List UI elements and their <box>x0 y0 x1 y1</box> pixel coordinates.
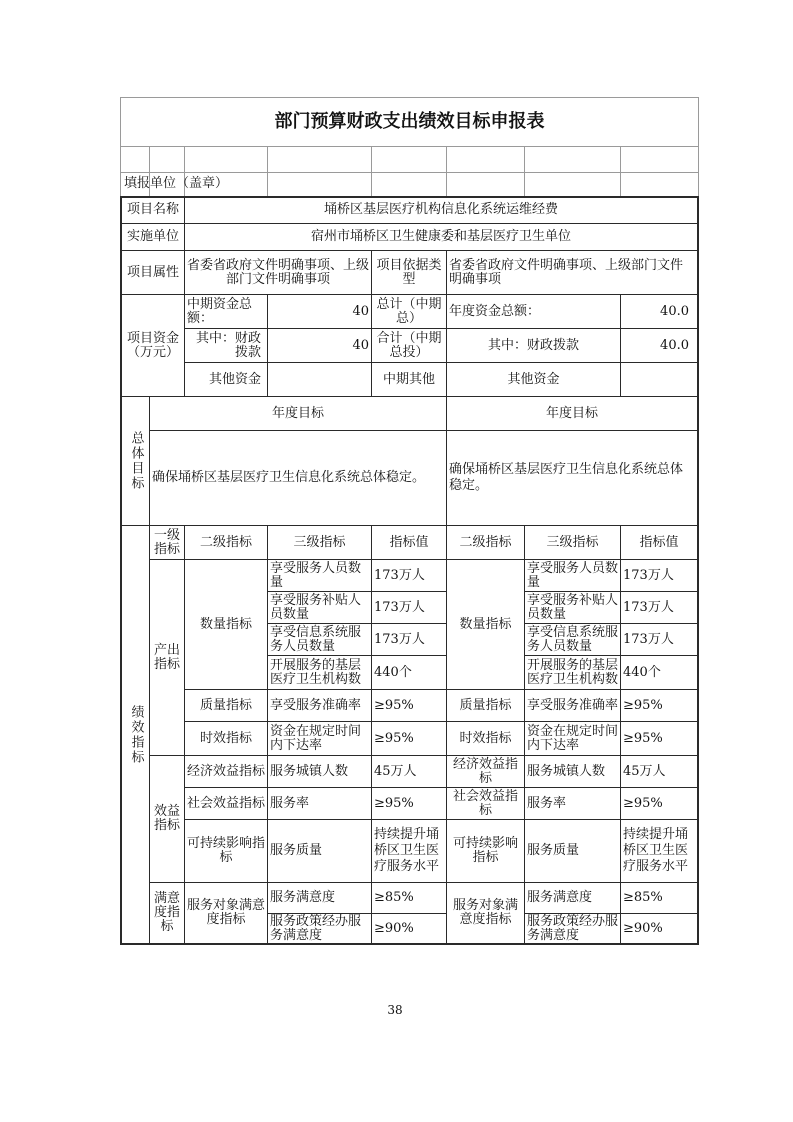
goal-left-text: 确保埇桥区基层医疗卫生信息化系统总体稳定。 <box>152 470 426 485</box>
project-name-label: 项目名称 <box>126 202 179 217</box>
economic-name-right: 服务城镇人数 <box>527 763 606 779</box>
sustain-label: 可持续影响指标 <box>187 836 266 865</box>
project-basis-label: 项目依据类型 <box>376 257 442 287</box>
quality-value: ≥95% <box>374 697 414 713</box>
quantity-row-name: 享受服务人员数量 <box>270 560 362 590</box>
social-name: 服务率 <box>270 795 310 811</box>
satisfaction-row-name-right: 服务政策经办服务满意度 <box>527 914 619 943</box>
mid-other-label: 中期其他 <box>382 371 435 387</box>
economic-name: 服务城镇人数 <box>270 763 349 779</box>
reporting-unit: 填报单位（盖章） <box>124 176 229 191</box>
header-level3: 三级指标 <box>293 534 346 550</box>
satisfaction-row-value: ≥90% <box>374 920 414 936</box>
sustain-name: 服务质量 <box>270 843 323 858</box>
quantity-row-name-right: 享受信息系统服务人员数量 <box>527 624 619 654</box>
quality-name-right: 享受服务准确率 <box>527 697 619 713</box>
timeliness-label: 时效指标 <box>199 730 252 746</box>
satisfaction-row-value-right: ≥85% <box>623 890 663 905</box>
quantity-row-name: 享受服务补贴人员数量 <box>270 592 362 622</box>
social-name-right: 服务率 <box>527 795 567 811</box>
goal-left-header: 年度目标 <box>271 405 324 421</box>
fiscal-value: 40 <box>352 337 369 353</box>
satisfaction-row-value: ≥85% <box>374 890 414 905</box>
timeliness-name: 资金在规定时间内下达率 <box>270 723 362 753</box>
project-name-value: 埇桥区基层医疗机构信息化系统运维经费 <box>323 202 558 217</box>
fiscal-label: 其中：财政拨款 <box>195 330 261 360</box>
social-value-right: ≥95% <box>623 795 663 811</box>
quantity-row-value: 173万人 <box>374 631 425 647</box>
quantity-row-name: 开展服务的基层医疗卫生机构数 <box>270 657 362 687</box>
sustain-value: 持续提升埇桥区卫生医疗服务水平 <box>374 827 440 874</box>
satisfaction-label: 满意度指标 <box>153 891 180 934</box>
satisfaction-level2-right: 服务对象满意度指标 <box>452 898 518 927</box>
satisfaction-row-name: 服务满意度 <box>270 890 336 905</box>
header-value-right: 指标值 <box>639 534 679 550</box>
quantity-row-value-right: 173万人 <box>623 567 674 583</box>
project-basis-value: 省委省政府文件明确事项、上级部门文件明确事项 <box>449 257 684 287</box>
page-number: 38 <box>387 1003 403 1017</box>
mid-total-label: 中期资金总额： <box>187 296 253 326</box>
quality-label: 质量指标 <box>199 697 252 713</box>
goal-right-text: 确保埇桥区基层医疗卫生信息化系统总体稳定。 <box>449 462 684 493</box>
quality-name: 享受服务准确率 <box>270 697 362 713</box>
economic-value: 45万人 <box>374 763 417 779</box>
economic-label-right: 经济效益指标 <box>452 756 518 786</box>
quantity-row-value-right: 173万人 <box>623 631 674 647</box>
sustain-name-right: 服务质量 <box>527 843 580 858</box>
annual-total-value: 40.0 <box>660 303 689 319</box>
implementing-unit-value: 宿州市埇桥区卫生健康委和基层医疗卫生单位 <box>310 229 571 244</box>
quantity-row-name-right: 享受服务补贴人员数量 <box>527 592 619 622</box>
timeliness-label-right: 时效指标 <box>459 730 512 746</box>
other-funds-label: 其他资金 <box>208 371 261 387</box>
annual-fiscal-label: 其中：财政拨款 <box>487 337 579 353</box>
header-value: 指标值 <box>389 534 429 550</box>
quantity-row-value-right: 173万人 <box>623 599 674 615</box>
satisfaction-level2: 服务对象满意度指标 <box>187 898 266 927</box>
social-value: ≥95% <box>374 795 414 811</box>
quality-value-right: ≥95% <box>623 697 663 713</box>
quantity-label: 数量指标 <box>199 616 252 632</box>
quantity-row-name-right: 享受服务人员数量 <box>527 560 619 590</box>
funds-label: 项目资金（万元） <box>126 330 179 360</box>
project-attr-value: 省委省政府文件明确事项、上级部门文件明确事项 <box>187 257 370 287</box>
overall-goal-label: 总体目标 <box>128 431 144 491</box>
header-level3-right: 三级指标 <box>546 534 599 550</box>
quantity-row-value-right: 440个 <box>623 664 661 680</box>
annual-total-label: 年度资金总额： <box>449 303 541 319</box>
header-level2-right: 二级指标 <box>459 534 512 550</box>
project-attr-label: 项目属性 <box>126 264 179 280</box>
social-label: 社会效益指标 <box>187 795 266 811</box>
timeliness-value: ≥95% <box>374 730 414 746</box>
satisfaction-row-value-right: ≥90% <box>623 920 663 936</box>
economic-label: 经济效益指标 <box>187 763 266 779</box>
header-level1: 一级指标 <box>153 527 180 557</box>
total-mid-label: 总计（中期总） <box>376 296 442 326</box>
mid-total-value: 40 <box>352 303 369 319</box>
benefit-indicators-label: 效益指标 <box>153 804 180 833</box>
social-label-right: 社会效益指标 <box>452 788 518 818</box>
output-indicators-label: 产出指标 <box>153 642 180 672</box>
satisfaction-row-name: 服务政策经办服务满意度 <box>270 914 362 943</box>
quantity-row-value: 173万人 <box>374 567 425 583</box>
quantity-label-right: 数量指标 <box>459 616 512 632</box>
quantity-row-name-right: 开展服务的基层医疗卫生机构数 <box>527 657 619 687</box>
quantity-row-value: 173万人 <box>374 599 425 615</box>
sustain-value-right: 持续提升埇桥区卫生医疗服务水平 <box>623 827 689 874</box>
indicators-section-label: 绩效指标 <box>128 704 144 765</box>
quantity-row-name: 享受信息系统服务人员数量 <box>270 624 362 654</box>
implementing-unit-label: 实施单位 <box>126 229 179 244</box>
satisfaction-row-name-right: 服务满意度 <box>527 890 593 905</box>
header-level2: 二级指标 <box>199 534 252 550</box>
annual-fiscal-value: 40.0 <box>660 337 689 353</box>
page-title: 部门预算财政支出绩效目标申报表 <box>274 111 545 132</box>
quantity-row-value: 440个 <box>374 664 412 680</box>
goal-right-header: 年度目标 <box>545 405 598 421</box>
sustain-label-right: 可持续影响指标 <box>452 836 518 865</box>
timeliness-name-right: 资金在规定时间内下达率 <box>527 723 619 753</box>
timeliness-value-right: ≥95% <box>623 730 663 746</box>
annual-other-label: 其他资金 <box>507 371 560 387</box>
economic-value-right: 45万人 <box>623 763 666 779</box>
quality-label-right: 质量指标 <box>459 697 512 713</box>
total-mid2-label: 合计（中期总投） <box>376 330 442 360</box>
